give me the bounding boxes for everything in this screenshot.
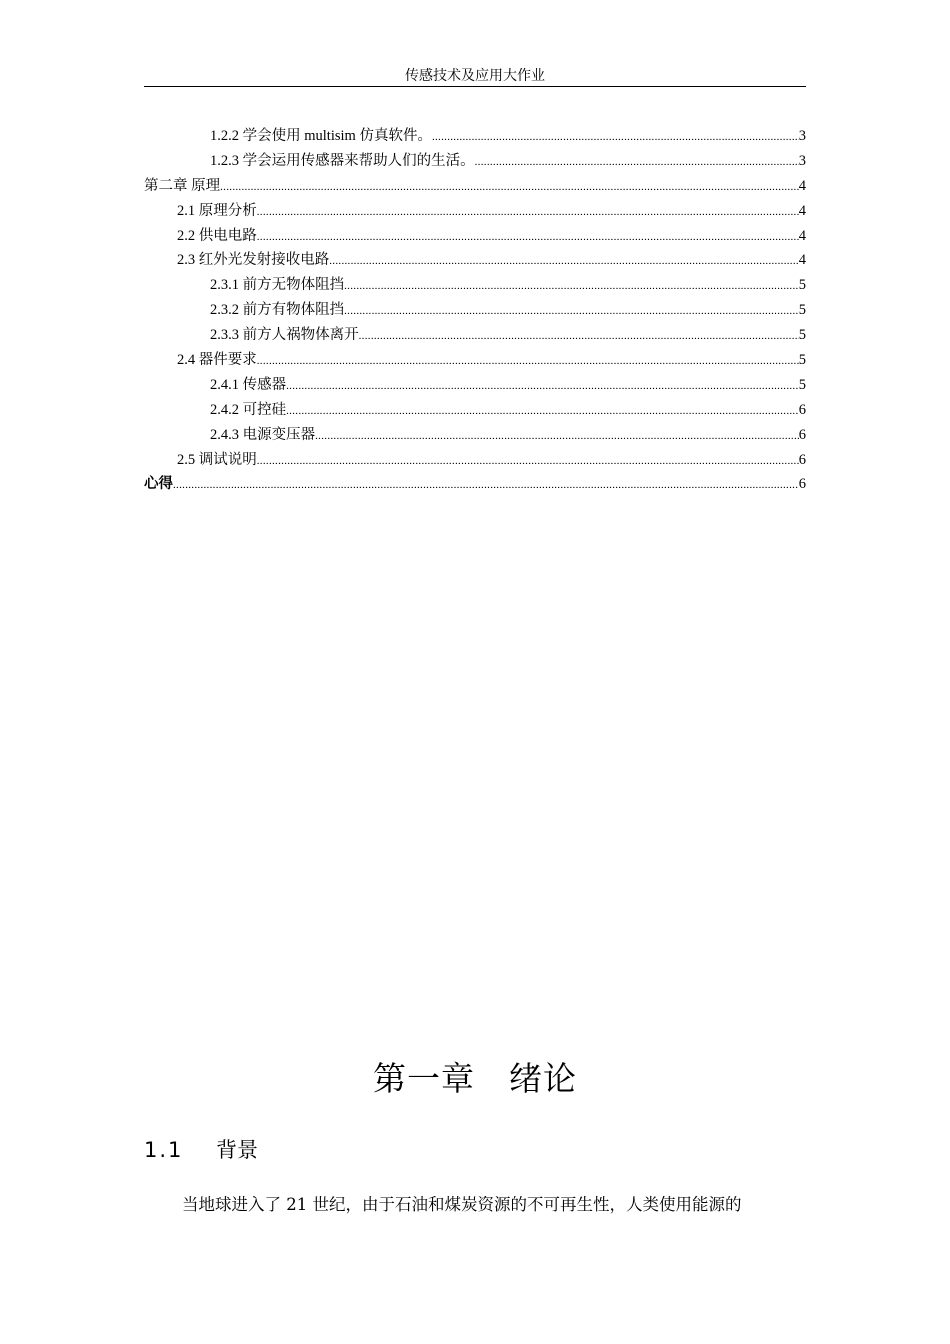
toc-entry-label: 2.3.1 前方无物体阻挡 <box>210 277 345 294</box>
section-heading <box>144 1134 258 1166</box>
toc-entry-page: 6 <box>798 426 806 443</box>
section-title: 背景 <box>216 1138 258 1162</box>
toc-dot-leader <box>329 249 799 274</box>
toc-entry-page: 4 <box>798 177 806 194</box>
toc-entry-label: 2.1 原理分析 <box>177 202 257 219</box>
toc-entry[interactable] <box>144 423 806 448</box>
page-header <box>144 66 806 87</box>
toc-dot-leader <box>257 200 799 225</box>
toc-entry-label: 2.5 调试说明 <box>177 451 257 468</box>
body-paragraph <box>182 1190 812 1220</box>
toc-entry[interactable] <box>144 174 806 199</box>
toc-entry[interactable] <box>144 373 806 398</box>
toc-entry-label: 2.4.2 可控硅 <box>210 401 287 418</box>
toc-entry[interactable] <box>144 398 806 423</box>
toc-dot-leader <box>315 424 799 449</box>
toc-entry[interactable] <box>144 149 806 174</box>
toc-entry-label: 2.4.1 传感器 <box>210 376 287 393</box>
toc-entry[interactable] <box>144 472 806 497</box>
toc-entry-page: 4 <box>798 252 806 269</box>
toc-entry-label: 2.3 红外光发射接收电路 <box>177 252 330 269</box>
toc-entry-label: 第二章 原理 <box>144 177 221 194</box>
chapter-title: 第一章 绪论 <box>373 1059 577 1098</box>
toc-dot-leader <box>359 324 799 349</box>
toc-entry-page: 6 <box>798 451 806 468</box>
toc-dot-leader <box>257 349 799 374</box>
toc-entry-page: 6 <box>798 476 806 493</box>
toc-dot-leader <box>257 225 799 250</box>
toc-dot-leader <box>344 274 799 299</box>
toc-entry-page: 5 <box>798 277 806 294</box>
toc-entry-page: 5 <box>798 327 806 344</box>
toc-dot-leader <box>173 473 799 498</box>
toc-entry[interactable] <box>144 298 806 323</box>
chapter-heading <box>0 1056 950 1102</box>
table-of-contents <box>144 124 806 497</box>
toc-entry-label: 心得 <box>144 476 173 493</box>
toc-entry[interactable] <box>144 199 806 224</box>
toc-entry-page: 5 <box>798 376 806 393</box>
toc-dot-leader <box>432 125 799 150</box>
toc-entry[interactable] <box>144 323 806 348</box>
toc-entry-page: 5 <box>798 302 806 319</box>
toc-entry[interactable] <box>144 348 806 373</box>
toc-entry-label: 2.3.2 前方有物体阻挡 <box>210 302 345 319</box>
toc-dot-leader <box>257 449 799 474</box>
toc-entry[interactable] <box>144 124 806 149</box>
toc-dot-leader <box>286 374 799 399</box>
toc-entry-page: 6 <box>798 401 806 418</box>
toc-entry-page: 4 <box>798 202 806 219</box>
toc-entry[interactable] <box>144 224 806 249</box>
toc-entry-label: 2.4 器件要求 <box>177 352 257 369</box>
toc-dot-leader <box>475 150 799 175</box>
toc-entry[interactable] <box>144 273 806 298</box>
toc-entry-label: 1.2.3 学会运用传感器来帮助人们的生活。 <box>210 152 475 169</box>
toc-dot-leader <box>220 175 799 200</box>
toc-entry-label: 2.3.3 前方人祸物体离开 <box>210 327 359 344</box>
toc-entry-page: 4 <box>798 227 806 244</box>
toc-entry-page: 5 <box>798 352 806 369</box>
toc-dot-leader <box>286 399 799 424</box>
section-number: 1.1 <box>144 1138 184 1162</box>
toc-entry-label: 1.2.2 学会使用 multisim 仿真软件。 <box>210 128 432 144</box>
toc-entry[interactable] <box>144 248 806 273</box>
toc-dot-leader <box>344 299 799 324</box>
toc-entry-page: 3 <box>798 128 806 144</box>
toc-entry[interactable] <box>144 448 806 473</box>
toc-entry-page: 3 <box>798 152 806 169</box>
paragraph-text: 当地球进入了 21 世纪，由于石油和煤炭资源的不可再生性，人类使用能源的 <box>182 1195 742 1214</box>
toc-entry-label: 2.4.3 电源变压器 <box>210 426 316 443</box>
header-title: 传感技术及应用大作业 <box>405 68 545 84</box>
toc-entry-label: 2.2 供电电路 <box>177 227 257 244</box>
